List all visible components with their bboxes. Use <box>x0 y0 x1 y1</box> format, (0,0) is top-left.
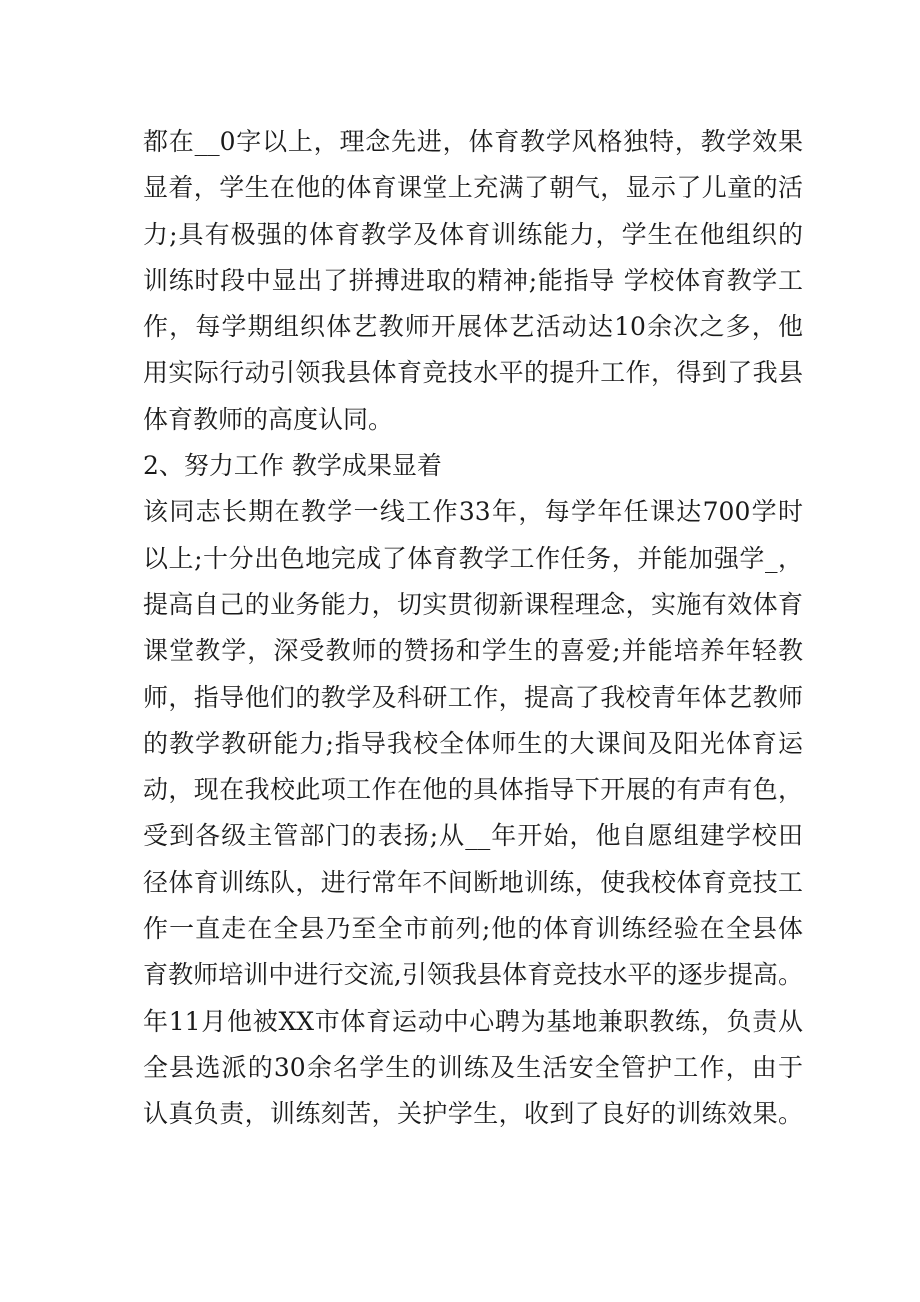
body-line: 作一直走在全县乃至全市前列;他的体育训练经验在全县体 <box>143 914 803 944</box>
body-line: 年11月他被XX市体育运动中心聘为基地兼职教练，负责从 <box>143 1006 803 1036</box>
document-body <box>143 119 803 1138</box>
body-line: 以上;十分出色地完成了体育教学工作任务，并能加强学_， <box>143 543 803 573</box>
body-line: 认真负责，训练刻苦，关护学生，收到了良好的训练效果。 <box>143 1099 803 1129</box>
body-line: 课堂教学，深受教师的赞扬和学生的喜爱;并能培养年轻教 <box>143 636 803 666</box>
body-line: 训练时段中显出了拼搏进取的精神;能指导 学校体育教学工 <box>143 265 803 295</box>
body-line: 该同志长期在教学一线工作33年，每学年任课达700学时 <box>143 497 803 527</box>
body-line: 受到各级主管部门的表扬;从__年开始，他自愿组建学校田 <box>143 821 803 851</box>
section-heading: 2、努力工作 教学成果显着 <box>143 451 442 481</box>
body-line: 径体育训练队，进行常年不间断地训练，使我校体育竞技工 <box>143 867 803 897</box>
body-line: 提高自己的业务能力，切实贯彻新课程理念，实施有效体育 <box>143 589 803 619</box>
body-line: 显着，学生在他的体育课堂上充满了朝气，显示了儿童的活 <box>143 173 803 203</box>
body-line: 师，指导他们的教学及科研工作，提高了我校青年体艺教师 <box>143 682 803 712</box>
body-line: 的教学教研能力;指导我校全体师生的大课间及阳光体育运 <box>143 728 803 758</box>
body-line: 力;具有极强的体育教学及体育训练能力，学生在他组织的 <box>143 219 803 249</box>
body-line: 全县选派的30余名学生的训练及生活安全管护工作，由于 <box>143 1052 803 1082</box>
body-line: 体育教师的高度认同。 <box>143 404 394 434</box>
body-line: 用实际行动引领我县体育竞技水平的提升工作，得到了我县 <box>143 358 803 388</box>
body-line: 作，每学期组织体艺教师开展体艺活动达10余次之多，他 <box>143 312 803 342</box>
body-line: 都在__0字以上，理念先进，体育教学风格独特，教学效果 <box>143 127 803 156</box>
body-line: 动，现在我校此项工作在他的具体指导下开展的有声有色， <box>143 775 803 805</box>
body-line: 育教师培训中进行交流,引领我县体育竞技水平的逐步提高。 <box>143 960 803 990</box>
